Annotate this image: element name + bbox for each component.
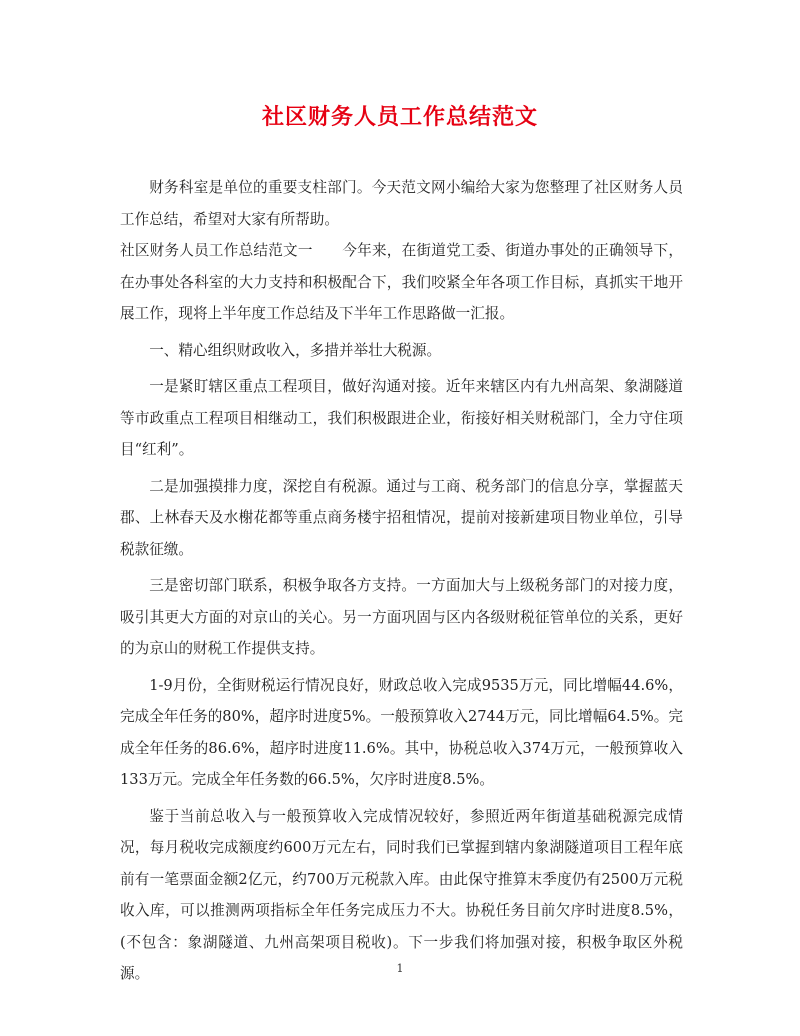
paragraph-example-one: 社区财务人员工作总结范文一 今年来，在街道党工委、街道办事处的正确领导下，在办事处各科室的大力支持和积极配合下，我们咬紧全年各项工作目标，真抓实干地开展工作，现将上半年度工作总结及下半年工作思路做一汇报。 (120, 242, 683, 322)
paragraph-section-heading: 一、精心组织财政收入，多措并举壮大税源。 (149, 341, 442, 359)
document-body (120, 172, 683, 990)
paragraph-point-one: 一是紧盯辖区重点工程项目，做好沟通对接。近年来辖区内有九州高架、象湖隧道等市政重点工程项目相继动工，我们积极跟进企业，衔接好相关财税部门，全力守住项目“红利”。 (120, 378, 683, 458)
page-number: 1 (396, 962, 404, 975)
paragraph-point-three: 三是密切部门联系，积极争取各方支持。一方面加大与上级税务部门的对接力度，吸引其更大方面的对京山的关心。另一方面巩固与区内各级财税征管单位的关系，更好的为京山的财税工作提供支持。 (120, 577, 683, 657)
document-title: 社区财务人员工作总结范文 (261, 104, 538, 130)
paragraph-forecast: 鉴于当前总收入与一般预算收入完成情况较好，参照近两年街道基础税源完成情况，每月税收完成额度约600万元左右，同时我们已掌握到辖内象湖隧道项目工程年底前有一笔票面金额2亿元，约700万元税款入库。由此保守推算末季度仍有2500万元税收入库，可以推测两项指标全年任务完成压力不大。协税任务目前欠序时进度8.5%，(不包含：象湖隧道、九州高架项目税收)。下一步我们将加强对接，积极争取区外税源。 (120, 807, 683, 982)
paragraph-point-two: 二是加强摸排力度，深挖自有税源。通过与工商、税务部门的信息分享，掌握蓝天郡、上林春天及水榭花都等重点商务楼宇招租情况，提前对接新建项目物业单位，引导税款征缴。 (120, 477, 683, 558)
paragraph-statistics: 1-9月份，全街财税运行情况良好，财政总收入完成9535万元，同比增幅44.6%，完成全年任务的80%，超序时进度5%。一般预算收入2744万元，同比增幅64.5%。完成全年任务的86.6%，超序时进度11.6%。其中，协税总收入374万元，一般预算收入133万元。完成全年任务数的66.5%，欠序时进度8.5%。 (120, 676, 683, 788)
paragraph-intro: 财务科室是单位的重要支柱部门。今天范文网小编给大家为您整理了社区财务人员工作总结，希望对大家有所帮助。 (120, 179, 683, 228)
